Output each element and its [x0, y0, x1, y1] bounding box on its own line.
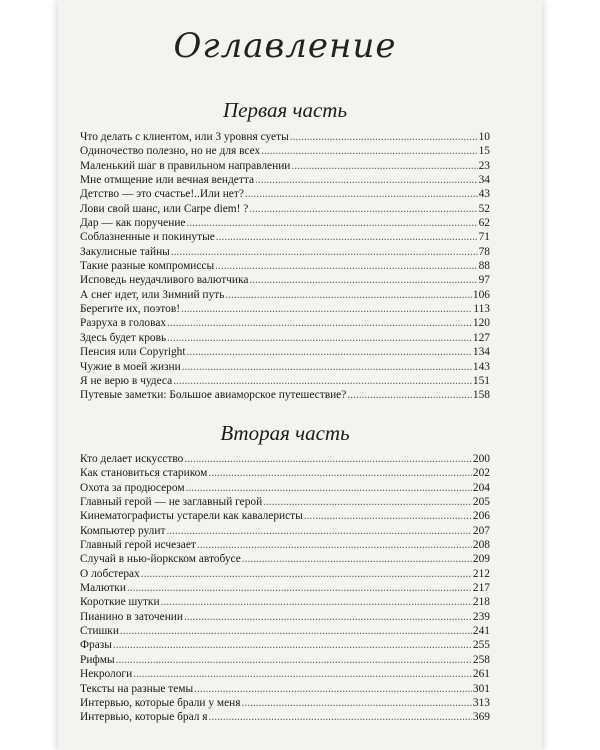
toc-entry-page: 127	[472, 331, 490, 344]
book-page	[58, 0, 542, 750]
toc-entry-page: 34	[478, 174, 490, 187]
dot-leader	[215, 259, 477, 273]
toc-entry	[80, 538, 490, 552]
toc-entry-page: 218	[472, 596, 490, 609]
toc-entry-page: 202	[472, 467, 490, 480]
toc-entry-title: Охота за продюсером	[80, 481, 185, 494]
dot-leader	[186, 481, 472, 495]
toc-entry	[80, 524, 490, 538]
toc-entry-page: 217	[472, 582, 490, 595]
toc-entry	[80, 552, 490, 566]
part-1-entries	[80, 130, 490, 403]
dot-leader	[245, 187, 478, 201]
part-2-heading: Вторая часть	[220, 421, 350, 445]
toc-entry-title: Путевые заметки: Большое авиаморское путешествие?	[80, 389, 347, 402]
toc-entry	[80, 610, 490, 624]
toc-entry-title: Мне отмщение или вечная вендетта	[80, 174, 255, 187]
toc-entry-title: Главный герой — не заглавный герой	[80, 496, 263, 509]
dot-leader	[161, 595, 472, 609]
toc-entry-page: 209	[472, 553, 490, 566]
toc-entry-page: 23	[478, 159, 490, 172]
dot-leader	[167, 316, 472, 330]
dot-leader	[186, 216, 477, 230]
toc-entry	[80, 682, 490, 696]
toc-entry	[80, 202, 490, 216]
dot-leader	[347, 388, 472, 402]
dot-leader	[249, 202, 477, 216]
toc-entry-title: Здесь будет кровь	[80, 331, 167, 344]
toc-entry-title: Кто делает искусство	[80, 453, 184, 465]
toc-entry	[80, 245, 490, 259]
toc-entry-title: Лови свой шанс, или Carpe diem! ?	[80, 202, 249, 215]
toc-entry	[80, 495, 490, 509]
toc-entry-title: Соблазненные и покинутые	[80, 231, 215, 244]
toc-entry	[80, 624, 490, 638]
toc-entry	[80, 187, 490, 201]
dot-leader	[242, 552, 472, 566]
toc-entry	[80, 230, 490, 244]
toc-entry-page: 241	[472, 625, 490, 638]
toc-entry-page: 71	[478, 231, 490, 244]
toc-entry-title: Компьютер рулит	[80, 524, 166, 537]
dot-leader	[167, 331, 472, 345]
toc-entry-page: 62	[478, 217, 490, 230]
toc-entry	[80, 173, 490, 187]
toc-entry-page: 205	[472, 496, 490, 509]
dot-leader	[173, 374, 472, 388]
dot-leader	[290, 130, 478, 144]
toc-entry-title: Берегите их, поэтов!	[80, 303, 180, 316]
toc-entry	[80, 667, 490, 681]
toc-entry-title: Тексты на разные темы	[80, 682, 194, 695]
dot-leader	[187, 345, 472, 359]
toc-entry-title: Фразы	[80, 639, 112, 652]
toc-entry-page: 261	[472, 668, 490, 681]
dot-leader	[209, 710, 472, 724]
toc-entry	[80, 144, 490, 158]
toc-entry-page: 301	[472, 682, 490, 695]
toc-entry	[80, 288, 490, 302]
toc-entry-page: 78	[478, 245, 490, 258]
toc-entry-page: 206	[472, 510, 490, 523]
dot-leader	[291, 159, 477, 173]
toc-entry	[80, 567, 490, 581]
toc-entry	[80, 331, 490, 345]
toc-entry-title: Рифмы	[80, 653, 115, 666]
dot-leader	[216, 230, 478, 244]
toc-entry-title: Некрологи	[80, 668, 133, 681]
toc-entry-page: 113	[473, 303, 490, 316]
toc-entry-page: 10	[478, 131, 490, 143]
toc-entry	[80, 273, 490, 287]
toc-entry-title: О лобстерах	[80, 567, 140, 580]
toc-entry-title: Пенсия или Copyright	[80, 346, 186, 359]
toc-entry-title: Разруха в головах	[80, 317, 167, 330]
toc-entry-title: Закулисные тайны	[80, 245, 170, 258]
toc-entry-title: Пианино в заточении	[80, 610, 183, 623]
toc-entry-page: 258	[472, 653, 490, 666]
toc-entry	[80, 638, 490, 652]
toc-entry	[80, 581, 490, 595]
dot-leader	[255, 173, 478, 187]
toc-entry-title: Как становиться стариком	[80, 467, 208, 480]
toc-entry-title: Стишки	[80, 625, 119, 638]
toc-entry	[80, 374, 490, 388]
toc-entry-title: А снег идет, или Зимний путь	[80, 288, 225, 301]
toc-entry	[80, 388, 490, 402]
toc-entry	[80, 259, 490, 273]
toc-entry	[80, 316, 490, 330]
dot-leader	[304, 509, 472, 523]
toc-entry	[80, 216, 490, 230]
toc-entry-page: 43	[478, 188, 490, 201]
dot-leader	[171, 245, 478, 259]
toc-entry-page: 52	[478, 202, 490, 215]
toc-entry	[80, 345, 490, 359]
dot-leader	[166, 524, 471, 538]
toc-entry-page: 207	[472, 524, 490, 537]
toc-entry-page: 134	[472, 346, 490, 359]
dot-leader	[181, 302, 472, 316]
part-2-entries	[80, 452, 490, 725]
dot-leader	[184, 610, 472, 624]
toc-entry-page: 208	[472, 539, 490, 552]
toc-entry-page: 97	[478, 274, 490, 287]
dot-leader	[263, 495, 472, 509]
dot-leader	[127, 581, 472, 595]
toc-entry-title: Маленький шаг в правильном направлении	[80, 159, 291, 172]
dot-leader	[194, 682, 472, 696]
toc-entry-title: Чужие в моей жизни	[80, 360, 181, 373]
dot-leader	[242, 696, 472, 710]
toc-entry	[80, 595, 490, 609]
toc-entry-title: Интервью, которые брали у меня	[80, 696, 241, 709]
toc-entry	[80, 302, 490, 316]
dot-leader	[182, 360, 472, 374]
dot-leader	[120, 624, 472, 638]
toc-entry-title: Кинематографисты устарели как кавалеристы	[80, 510, 303, 523]
toc-entry-page: 143	[472, 360, 490, 373]
toc-entry-page: 200	[472, 453, 490, 465]
toc-entry	[80, 509, 490, 523]
toc-entry-page: 255	[472, 639, 490, 652]
toc-entry-title: Такие разные компромиссы	[80, 260, 215, 273]
toc-entry-page: 212	[472, 567, 490, 580]
toc-entry-page: 204	[472, 481, 490, 494]
toc-entry-page: 106	[472, 288, 490, 301]
toc-entry-page: 151	[472, 374, 490, 387]
page-title: Оглавление	[173, 26, 397, 66]
dot-leader	[208, 466, 472, 480]
part-1-heading: Первая часть	[222, 98, 348, 122]
dot-leader	[113, 638, 472, 652]
toc-entry-title: Интервью, которые брал я	[80, 711, 208, 724]
toc-entry-title: Детство — это счастье!..Или нет?	[80, 188, 244, 201]
dot-leader	[133, 667, 472, 681]
dot-leader	[116, 653, 472, 667]
toc-entry-title: Дар — как поручение	[80, 217, 186, 230]
toc-entry-title: Главный герой исчезает	[80, 539, 196, 552]
toc-entry	[80, 653, 490, 667]
toc-entry-page: 313	[472, 696, 490, 709]
toc-entry-title: Случай в нью-йоркском автобусе	[80, 553, 241, 566]
dot-leader	[261, 144, 477, 158]
toc-entry	[80, 159, 490, 173]
toc-entry	[80, 481, 490, 495]
toc-entry	[80, 360, 490, 374]
toc-entry-page: 239	[472, 610, 490, 623]
toc-entry-page: 88	[478, 260, 490, 273]
toc-entry	[80, 452, 490, 466]
dot-leader	[184, 452, 472, 466]
toc-entry-title: Исповедь неудачливого валютчика	[80, 274, 249, 287]
dot-leader	[249, 273, 477, 287]
dot-leader	[141, 567, 472, 581]
toc-entry	[80, 696, 490, 710]
toc-entry	[80, 130, 490, 144]
toc-entry-title: Что делать с клиентом, или 3 уровня суеты	[80, 131, 289, 143]
toc-entry	[80, 710, 490, 724]
toc-entry-page: 369	[472, 711, 490, 724]
toc-entry-page: 158	[472, 389, 490, 402]
toc-entry	[80, 466, 490, 480]
toc-entry-title: Малютки	[80, 582, 126, 595]
dot-leader	[197, 538, 472, 552]
toc-entry-page: 15	[478, 145, 490, 158]
toc-entry-title: Одиночество полезно, но не для всех	[80, 145, 261, 158]
toc-entry-page: 120	[472, 317, 490, 330]
toc-entry-title: Короткие шутки	[80, 596, 160, 609]
dot-leader	[225, 288, 472, 302]
toc-entry-title: Я не верю в чудеса	[80, 374, 173, 387]
